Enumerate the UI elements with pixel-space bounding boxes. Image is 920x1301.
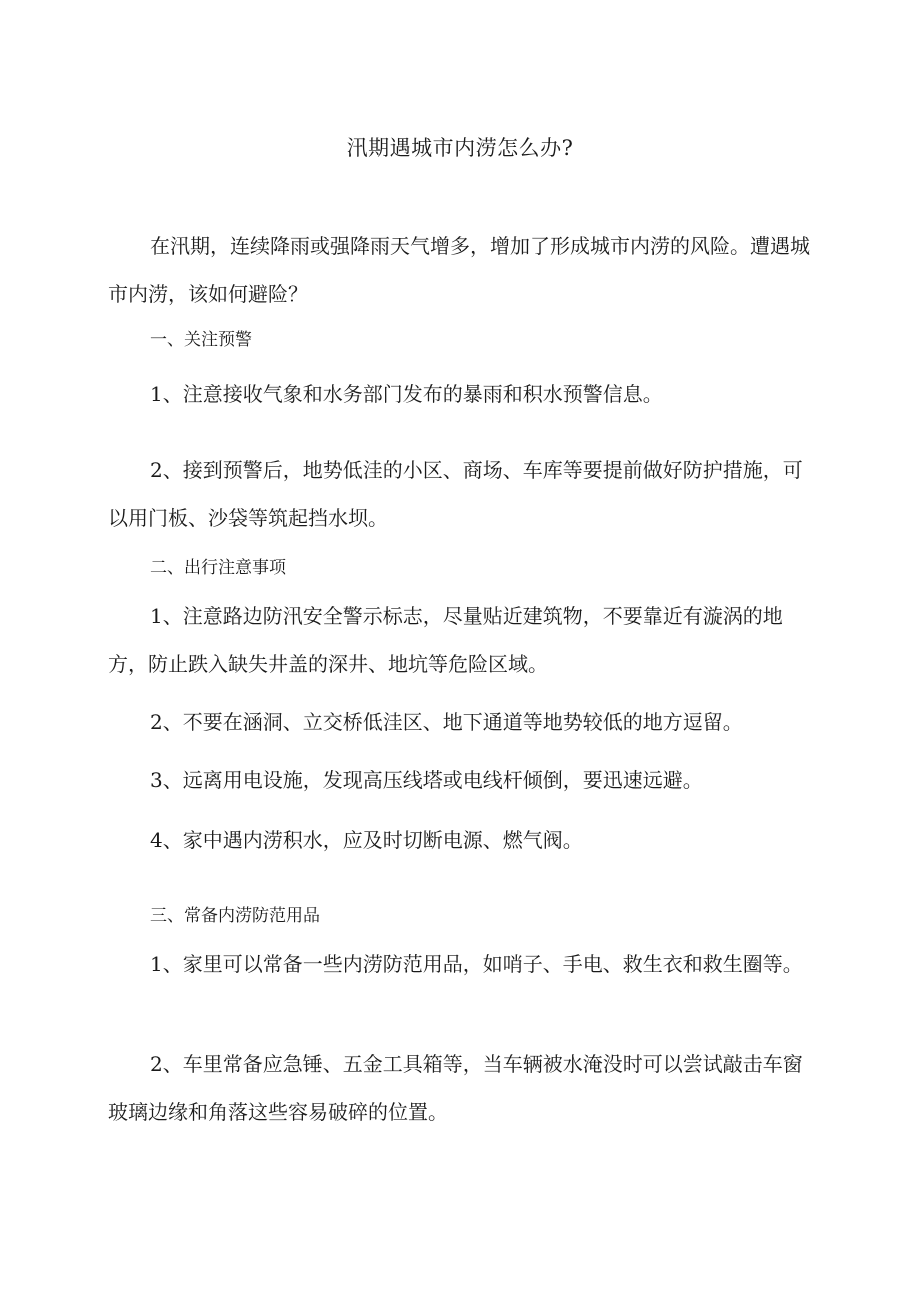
document-title: 汛期遇城市内涝怎么办? [346, 136, 574, 160]
intro-paragraph: 在汛期，连续降雨或强降雨天气增多，增加了形成城市内涝的风险。遭遇城市内涝，该如何避险？ [108, 234, 810, 306]
travel-item-4: 4、家中遇内涝积水，应及时切断电源、燃气阀。 [150, 828, 583, 852]
supplies-item-2: 2、车里常备应急锤、五金工具箱等，当车辆被水淹没时可以尝试敲击车窗玻璃边缘和角落这些容易破碎的位置。 [108, 1052, 803, 1124]
travel-item-3: 3、远离用电设施，发现高压线塔或电线杆倾倒，要迅速远避。 [150, 768, 703, 792]
warnings-item-2: 2、接到预警后，地势低洼的小区、商场、车库等要提前做好防护措施，可以用门板、沙袋等筑起挡水坝。 [108, 458, 803, 530]
section-heading-travel: 二、出行注意事项 [150, 558, 286, 578]
supplies-item-1: 1、家里可以常备一些内涝防范用品，如哨子、手电、救生衣和救生圈等。 [150, 952, 803, 976]
section-heading-warnings: 一、关注预警 [150, 330, 252, 350]
warnings-item-1: 1、注意接收气象和水务部门发布的暴雨和积水预警信息。 [150, 382, 663, 406]
travel-item-1: 1、注意路边防汛安全警示标志，尽量贴近建筑物，不要靠近有漩涡的地方，防止跌入缺失井盖的深井、地坑等危险区域。 [108, 604, 783, 676]
section-heading-supplies: 三、常备内涝防范用品 [150, 906, 320, 926]
travel-item-2: 2、不要在涵洞、立交桥低洼区、地下通道等地势较低的地方逗留。 [150, 710, 743, 734]
